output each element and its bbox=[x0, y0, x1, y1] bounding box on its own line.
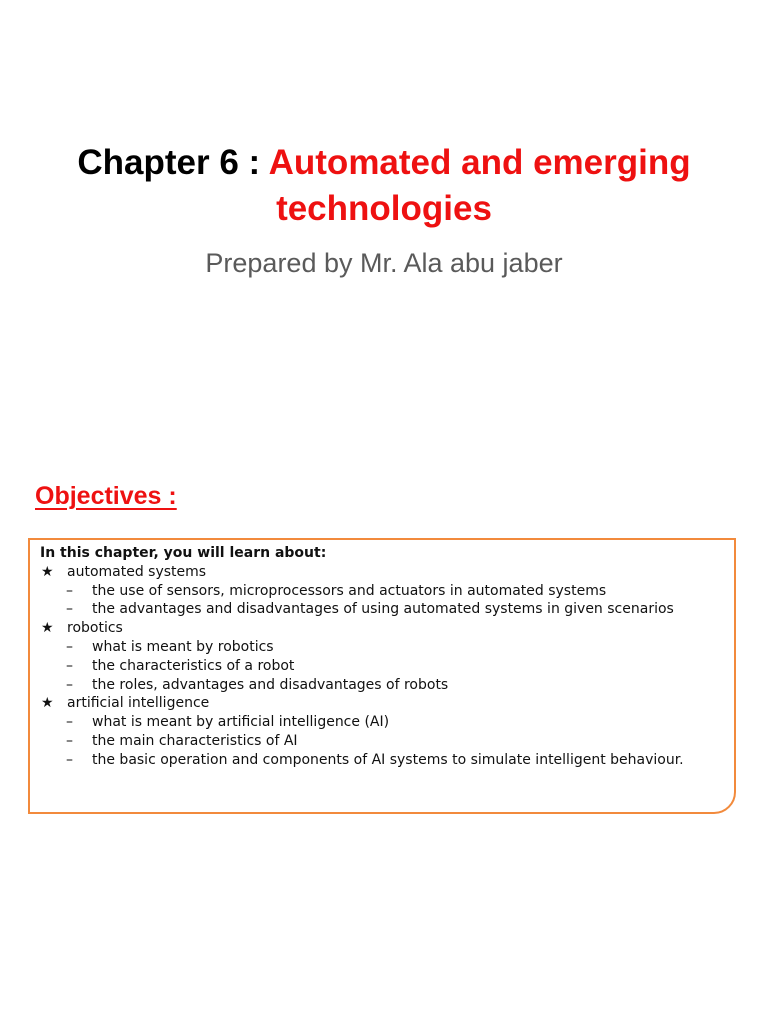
subtopic-label: the main characteristics of AI bbox=[92, 732, 298, 749]
dash-bullet: – bbox=[66, 582, 73, 599]
objectives-box bbox=[28, 538, 736, 814]
star-bullet-icon: ★ bbox=[41, 695, 54, 712]
dash-bullet: – bbox=[66, 714, 73, 731]
subtopic-label: what is meant by robotics bbox=[92, 638, 274, 655]
author-subtitle: Prepared by Mr. Ala abu jaber bbox=[205, 248, 563, 278]
title-highlight-2: technologies bbox=[276, 189, 492, 228]
dash-bullet: – bbox=[66, 676, 73, 693]
topic-item bbox=[40, 619, 724, 638]
subtopic-label: the roles, advantages and disadvantages of robots bbox=[92, 676, 449, 693]
objectives-heading: Objectives : bbox=[35, 482, 177, 510]
dash-bullet: – bbox=[66, 732, 73, 749]
subtopic-item bbox=[40, 638, 724, 657]
dash-bullet: – bbox=[66, 751, 73, 768]
subtopic-label: the use of sensors, microprocessors and actuators in automated systems bbox=[92, 582, 607, 599]
subtopic-item bbox=[40, 713, 724, 732]
star-bullet-icon: ★ bbox=[41, 620, 54, 637]
topic-label: automated systems bbox=[67, 563, 207, 580]
subtopic-item bbox=[40, 582, 724, 601]
objectives-intro: In this chapter, you will learn about: bbox=[40, 545, 327, 561]
title-prefix: Chapter 6 : bbox=[77, 143, 269, 182]
subtopic-item bbox=[40, 732, 724, 751]
subtopic-label: what is meant by artificial intelligence (AI) bbox=[92, 714, 390, 731]
dash-bullet: – bbox=[66, 638, 73, 655]
slide-title bbox=[0, 140, 768, 232]
subtopic-item bbox=[40, 600, 724, 619]
dash-bullet: – bbox=[66, 601, 73, 618]
subtopic-item bbox=[40, 657, 724, 676]
topic-label: artificial intelligence bbox=[67, 695, 210, 712]
topic-label: robotics bbox=[67, 620, 123, 637]
topic-item bbox=[40, 694, 724, 713]
title-highlight-1: Automated and emerging bbox=[268, 143, 691, 182]
dash-bullet: – bbox=[66, 657, 73, 674]
subtopic-item bbox=[40, 751, 724, 770]
star-bullet-icon: ★ bbox=[41, 563, 54, 580]
topic-item bbox=[40, 563, 724, 582]
subtopic-item bbox=[40, 676, 724, 695]
subtopic-label: the characteristics of a robot bbox=[92, 657, 295, 674]
subtopic-label: the advantages and disadvantages of using automated systems in given scenarios bbox=[92, 601, 674, 618]
title-line-1 bbox=[0, 140, 768, 186]
subtopic-label: the basic operation and components of AI systems to simulate intelligent behaviour. bbox=[92, 751, 684, 768]
